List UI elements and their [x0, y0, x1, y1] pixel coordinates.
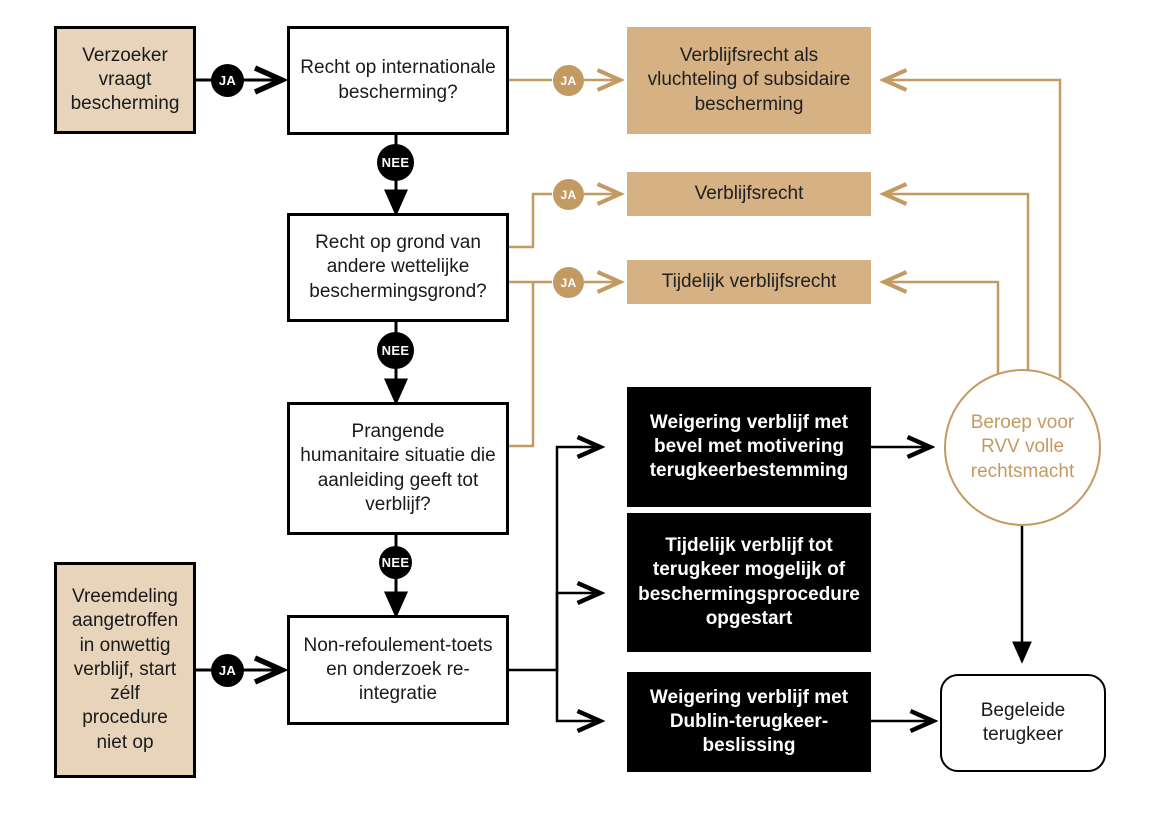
node-negative-temporary-stay-label: Tijdelijk verblijf tot terugkeer mogelijk of beschermingsprocedure opgestart	[638, 534, 860, 629]
node-decision-international[interactable]	[287, 26, 509, 135]
node-negative-refusal-order-label: Weigering verblijf met bevel met motivering terugkeerbestemming	[649, 411, 849, 482]
node-result-refugee-label: Verblijfsrecht als vluchteling of subsidaire bescherming	[647, 45, 851, 115]
node-appeal-circle[interactable]	[944, 369, 1101, 526]
node-negative-refusal-order[interactable]	[627, 387, 871, 507]
node-escorted-return-label: Begeleide terugkeer	[980, 699, 1066, 745]
badge-ja-start-illegal-label: JA	[218, 663, 237, 678]
badge-nee-international	[377, 144, 414, 181]
node-start-illegal-label: Vreemdeling aangetroffen in onwettig verblijf, start zélf procedure niet op	[71, 585, 179, 753]
node-process-nonrefoulement-label: Non-refoulement-toets en onderzoek re-integratie	[303, 634, 493, 705]
badge-ja-legal-ground-residence-label: JA	[560, 187, 577, 202]
node-process-nonrefoulement[interactable]	[287, 615, 509, 725]
badge-ja-legal-ground-temporary-label: JA	[560, 275, 577, 290]
node-appeal-circle-label: Beroep voor RVV volle rechtsmacht	[970, 412, 1075, 482]
badge-nee-legal-ground	[377, 332, 414, 369]
badge-ja-international-label: JA	[560, 73, 577, 88]
node-decision-legal-ground[interactable]	[287, 213, 509, 322]
node-negative-dublin[interactable]	[627, 672, 871, 772]
node-negative-dublin-label: Weigering verblijf met Dublin-terugkeer-beslissing	[649, 686, 849, 757]
badge-nee-international-label: NEE	[381, 155, 410, 170]
badge-ja-legal-ground-residence	[553, 179, 584, 210]
node-start-protection[interactable]	[54, 26, 196, 134]
badge-nee-humanitarian	[379, 546, 412, 579]
node-start-illegal[interactable]	[54, 562, 196, 778]
node-result-residence[interactable]	[627, 172, 871, 216]
badge-nee-humanitarian-label: NEE	[381, 555, 410, 570]
badge-ja-legal-ground-temporary	[553, 267, 584, 298]
node-result-residence-label: Verblijfsrecht	[694, 182, 804, 204]
node-escorted-return[interactable]	[940, 674, 1106, 772]
node-decision-humanitarian[interactable]	[287, 402, 509, 535]
node-result-temporary-label: Tijdelijk verblijfsrecht	[661, 270, 837, 292]
badge-ja-start-protection	[211, 64, 244, 97]
node-decision-international-label: Recht op internationale bescherming?	[300, 57, 496, 103]
badge-nee-legal-ground-label: NEE	[381, 343, 410, 358]
badge-ja-start-illegal	[211, 654, 244, 687]
node-result-temporary[interactable]	[627, 260, 871, 304]
node-negative-temporary-stay[interactable]	[627, 513, 871, 652]
node-decision-humanitarian-label: Prangende humanitaire situatie die aanleiding geeft tot verblijf?	[300, 420, 496, 515]
node-result-refugee[interactable]	[627, 27, 871, 134]
badge-ja-start-protection-label: JA	[218, 73, 237, 88]
node-decision-legal-ground-label: Recht op grond van andere wettelijke beschermingsgrond?	[309, 232, 487, 302]
badge-ja-international	[553, 65, 584, 96]
node-start-protection-label: Verzoeker vraagt bescherming	[70, 44, 180, 115]
